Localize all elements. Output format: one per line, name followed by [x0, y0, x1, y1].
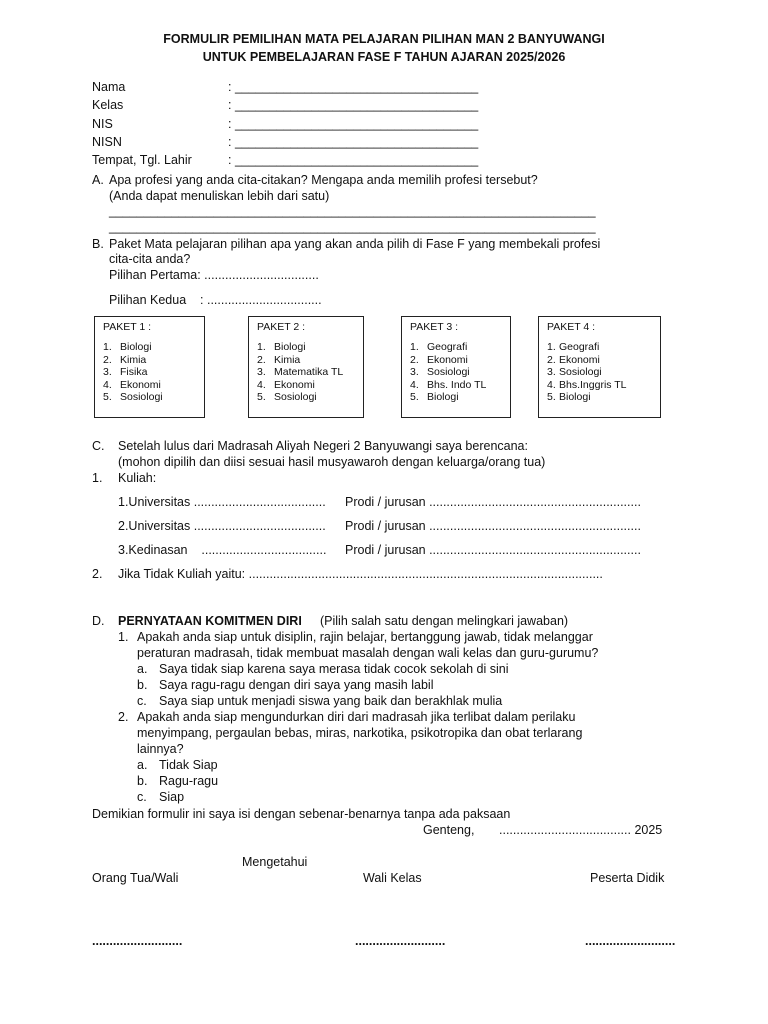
field-nisn[interactable]: : ___________________________________ — [228, 135, 479, 149]
list-item: 2. Kimia — [257, 353, 301, 366]
package-title: PAKET 3 : — [410, 321, 459, 333]
package-box-2 — [248, 316, 364, 418]
q2-option-a[interactable]: Tidak Siap — [159, 758, 218, 772]
first-choice-field[interactable]: Pilihan Pertama: ................................. — [109, 268, 319, 282]
kedinasan-field[interactable]: 3.Kedinasan .................................... — [118, 543, 327, 557]
kuliah-label: Kuliah: — [118, 471, 157, 485]
university-1-field[interactable]: 1.Universitas ...................................... — [118, 495, 326, 509]
list-item: 5. Sosiologi — [257, 391, 317, 403]
q1-option-b-marker[interactable]: b. — [137, 678, 148, 692]
list-item: 3. Fisika — [103, 366, 148, 378]
list-item: 3. Sosiologi — [547, 366, 602, 378]
form-title-line1: FORMULIR PEMILIHAN MATA PELAJARAN PILIHAN MAN 2 BANYUWANGI — [163, 32, 605, 46]
section-b-marker: B. — [92, 237, 104, 251]
label-nama: Nama — [92, 80, 126, 94]
kuliah-number: 1. — [92, 471, 103, 485]
package-title: PAKET 4 : — [547, 321, 596, 333]
section-d-heading-note: (Pilih salah satu dengan melingkari jawaban) — [320, 614, 569, 628]
major-1-field[interactable]: Prodi / jurusan ............................................................. — [345, 495, 641, 509]
package-box-4 — [538, 316, 661, 418]
label-nisn: NISN — [92, 135, 122, 149]
field-kelas[interactable]: : ___________________________________ — [228, 98, 479, 112]
q2-option-c[interactable]: Siap — [159, 790, 185, 804]
question-1-line2: peraturan madrasah, tidak membuat masalah dengan wali kelas dan guru-gurumu? — [137, 646, 599, 660]
place-label: Genteng, — [423, 823, 475, 837]
section-d-heading: PERNYATAAN KOMITMEN DIRI — [118, 614, 302, 628]
student-label: Peserta Didik — [590, 871, 665, 885]
section-a-answer-line1[interactable]: ______________________________________________________________________ — [109, 204, 596, 218]
list-item: 5. Sosiologi — [103, 391, 163, 403]
section-a-marker: A. — [92, 173, 104, 187]
package-box-3 — [401, 316, 511, 418]
major-2-field[interactable]: Prodi / jurusan ............................................................. — [345, 519, 641, 533]
section-a-answer-line2[interactable]: ______________________________________________________________________ — [109, 220, 596, 234]
label-kelas: Kelas — [92, 98, 124, 112]
parent-label: Orang Tua/Wali — [92, 871, 179, 885]
list-item: 1. Geografi — [410, 341, 468, 353]
q2-option-b-marker[interactable]: b. — [137, 774, 148, 788]
closing-statement: Demikian formulir ini saya isi dengan sebenar-benarnya tanpa ada paksaan — [92, 807, 511, 821]
list-item: 2. Kimia — [103, 353, 147, 366]
question-2-line1: Apakah anda siap mengundurkan diri dari madrasah jika terlibat dalam perilaku — [137, 710, 576, 724]
section-a-question: Apa profesi yang anda cita-citakan? Mengapa anda memilih profesi tersebut? — [109, 173, 538, 187]
section-c-line1: Setelah lulus dari Madrasah Aliyah Negeri 2 Banyuwangi saya berencana: — [118, 439, 528, 453]
form-title-line2: UNTUK PEMBELAJARAN FASE F TAHUN AJARAN 2025/2026 — [202, 50, 566, 64]
list-item: 2. Ekonomi — [547, 353, 600, 366]
q1-option-a[interactable]: Saya tidak siap karena saya merasa tidak cocok sekolah di sini — [159, 662, 509, 676]
list-item: 2. Ekonomi — [410, 353, 468, 366]
no-kuliah-number: 2. — [92, 567, 103, 581]
acknowledged-label: Mengetahui — [242, 855, 308, 869]
list-item: 5. Biologi — [547, 391, 591, 403]
label-ttl: Tempat, Tgl. Lahir — [92, 153, 192, 167]
q2-option-a-marker[interactable]: a. — [137, 758, 148, 772]
question-1-line1: Apakah anda siap untuk disiplin, rajin belajar, bertanggung jawab, tidak melanggar — [137, 630, 593, 644]
list-item: 4. Ekonomi — [103, 378, 161, 391]
list-item: 4. Ekonomi — [257, 378, 315, 391]
university-2-field[interactable]: 2.Universitas ...................................... — [118, 519, 326, 533]
q1-option-c[interactable]: Saya siap untuk menjadi siswa yang baik dan berakhlak mulia — [159, 694, 503, 708]
student-signature-line[interactable]: .......................... — [585, 934, 676, 948]
question-2-line3: lainnya? — [137, 742, 184, 756]
q2-option-b[interactable]: Ragu-ragu — [159, 774, 219, 788]
q1-option-b[interactable]: Saya ragu-ragu dengan diri saya yang masih labil — [159, 678, 434, 692]
field-nama[interactable]: : ___________________________________ — [228, 80, 479, 94]
list-item: 1. Biologi — [257, 341, 306, 353]
label-nis: NIS — [92, 117, 113, 131]
package-title: PAKET 2 : — [257, 321, 306, 333]
section-c-line2: (mohon dipilih dan diisi sesuai hasil musyawaroh dengan keluarga/orang tua) — [118, 455, 546, 469]
list-item: 1. Geografi — [547, 341, 600, 353]
list-item: 4. Bhs. Indo TL — [410, 378, 487, 391]
homeroom-signature-line[interactable]: .......................... — [355, 934, 446, 948]
package-title: PAKET 1 : — [103, 321, 152, 333]
q2-option-c-marker[interactable]: c. — [137, 790, 147, 804]
list-item: 3. Sosiologi — [410, 366, 470, 378]
list-item: 4. Bhs.Inggris TL — [547, 378, 627, 391]
section-b-question-line2: cita-cita anda? — [109, 252, 191, 266]
date-field[interactable]: ...................................... 2025 — [499, 823, 663, 837]
major-3-field[interactable]: Prodi / jurusan ............................................................. — [345, 543, 641, 557]
q1-option-a-marker[interactable]: a. — [137, 662, 148, 676]
field-nis[interactable]: : ___________________________________ — [228, 117, 479, 131]
question-2-number: 2. — [118, 710, 129, 724]
section-d-marker: D. — [92, 614, 105, 628]
section-c-marker: C. — [92, 439, 105, 453]
homeroom-label: Wali Kelas — [363, 871, 422, 885]
second-choice-field[interactable]: Pilihan Kedua : ................................. — [109, 293, 322, 307]
question-2-line2: menyimpang, pergaulan bebas, miras, narkotika, psikotropika dan obat terlarang — [137, 726, 583, 740]
parent-signature-line[interactable]: .......................... — [92, 934, 183, 948]
package-box-1 — [94, 316, 205, 418]
list-item: 1. Biologi — [103, 341, 152, 353]
list-item: 3. Matematika TL — [257, 366, 344, 378]
question-1-number: 1. — [118, 630, 129, 644]
q1-option-c-marker[interactable]: c. — [137, 694, 147, 708]
section-a-note: (Anda dapat menuliskan lebih dari satu) — [109, 189, 330, 203]
no-kuliah-field[interactable]: Jika Tidak Kuliah yaitu: ...................................................................................................... — [118, 567, 603, 581]
list-item: 5. Biologi — [410, 391, 459, 403]
section-b-question-line1: Paket Mata pelajaran pilihan apa yang akan anda pilih di Fase F yang membekali profesi — [109, 237, 601, 251]
field-ttl[interactable]: : ___________________________________ — [228, 153, 479, 167]
